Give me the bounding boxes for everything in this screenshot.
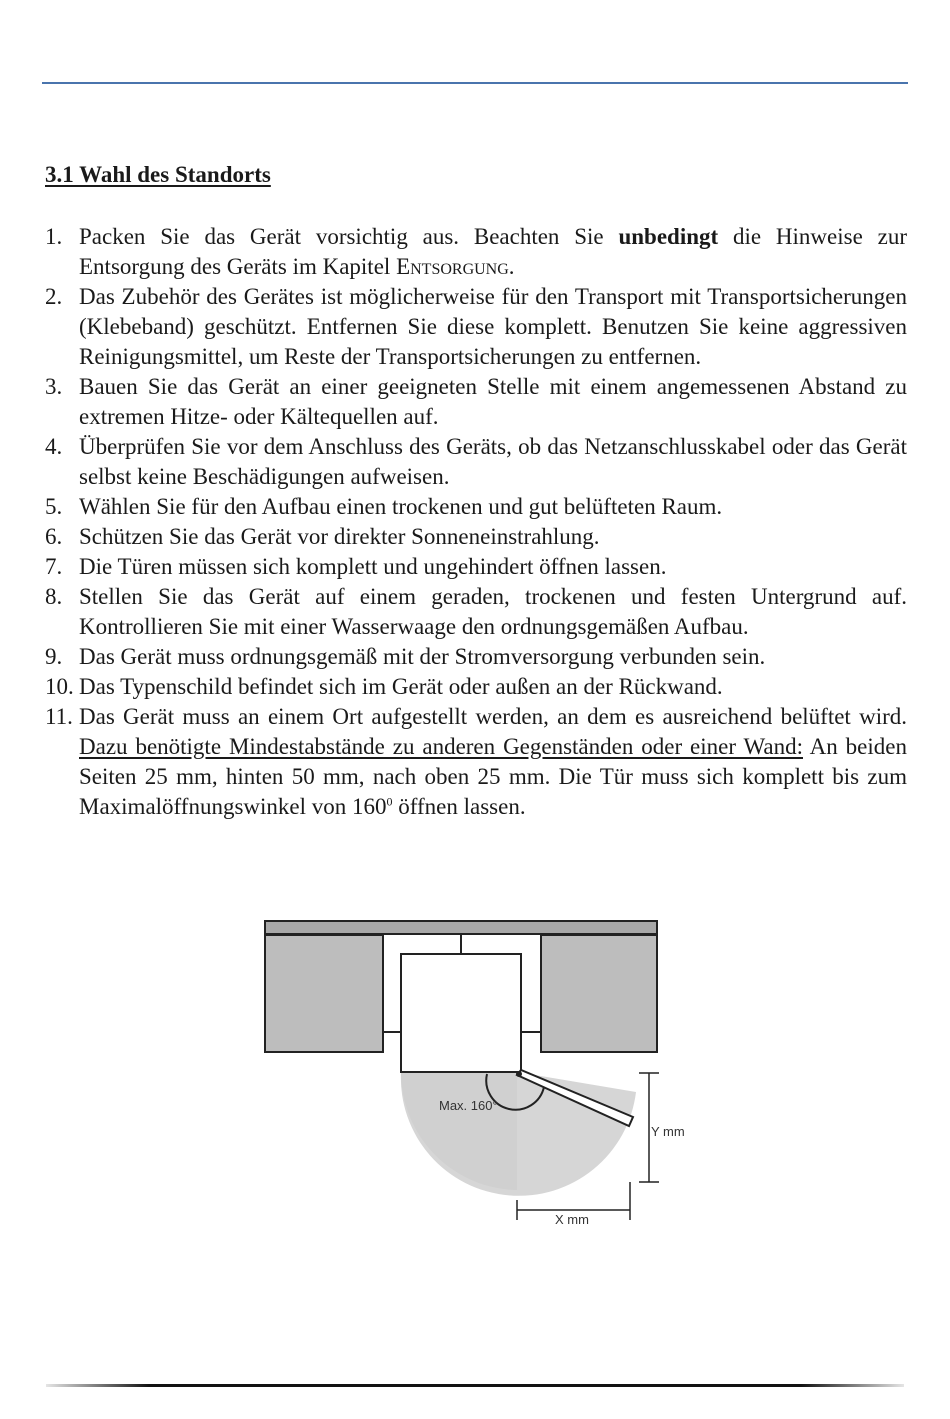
step-number: 7. xyxy=(45,554,63,579)
right-cabinet xyxy=(541,935,657,1052)
clearance-heading: Dazu benötigte Mindestabstände zu anderen Gegenständen oder einer Wand: xyxy=(79,734,803,759)
step-item xyxy=(0,642,907,672)
chapter-reference: Entsorgung xyxy=(396,254,509,279)
step-text: Schützen Sie das Gerät vor direkter Sonneneinstrahlung. xyxy=(79,524,600,549)
step-text: Stellen Sie das Gerät auf einem geraden, trockenen und festen Untergrund auf. Kontrollieren Sie mit einer Wasserwaage den ordnungsgemäßen Aufbau. xyxy=(79,584,907,639)
countertop xyxy=(265,921,657,934)
max-angle-label: Max. 160° xyxy=(439,1098,498,1113)
left-cabinet xyxy=(265,935,383,1052)
step-number: 10. xyxy=(45,674,74,699)
step-item xyxy=(0,372,907,432)
step-number: 6. xyxy=(45,524,63,549)
step-item xyxy=(0,492,907,522)
step-item xyxy=(0,672,907,702)
y-dimension-label: Y mm xyxy=(651,1124,685,1139)
step-text: die Hinweise zur Entsorgung des Geräts im Kapitel xyxy=(79,224,907,279)
step-item xyxy=(0,432,907,492)
step-item xyxy=(0,282,907,372)
step-text: Überprüfen Sie vor dem Anschluss des Geräts, ob das Netzanschlusskabel oder das Gerät selbst keine Beschädigungen aufweisen. xyxy=(79,434,907,489)
step-text: Wählen Sie für den Aufbau einen trockenen und gut belüfteten Raum. xyxy=(79,494,723,519)
step-text: Packen Sie das Gerät vorsichtig aus. Beachten Sie xyxy=(79,224,619,249)
step-list xyxy=(0,222,950,822)
step-text: . xyxy=(508,254,515,279)
step-text: Das Gerät muss ordnungsgemäß mit der Stromversorgung verbunden sein. xyxy=(79,644,766,669)
step-item xyxy=(0,702,907,822)
step-text: öffnen lassen. xyxy=(392,794,526,819)
degree-superscript: 0 xyxy=(386,794,393,809)
emphasis: unbedingt xyxy=(618,224,719,249)
step-text: Bauen Sie das Gerät an einer geeigneten Stelle mit einem angemessenen Abstand zu extremen Hitze- oder Kältequellen auf. xyxy=(79,374,907,429)
step-number: 9. xyxy=(45,644,63,669)
section-title: 3.1 Wahl des Standorts xyxy=(45,162,271,187)
step-number: 8. xyxy=(45,584,63,609)
step-item xyxy=(0,222,907,282)
step-number: 2. xyxy=(45,284,63,309)
header-rule xyxy=(42,82,908,84)
step-number: 11. xyxy=(45,704,73,729)
step-number: 1. xyxy=(45,224,63,249)
installation-clearance-diagram xyxy=(255,912,715,1242)
door-swing-area xyxy=(401,1072,517,1190)
step-text: An beiden Seiten 25 mm, hinten 50 mm, nach oben 25 mm. Die Tür muss sich komplett bis zum Maximalöffnungswinkel von 160 xyxy=(79,734,907,819)
step-text: Das Typenschild befindet sich im Gerät oder außen an der Rückwand. xyxy=(79,674,723,699)
step-number: 5. xyxy=(45,494,63,519)
step-item xyxy=(0,582,907,642)
step-number: 3. xyxy=(45,374,63,399)
step-text: Das Gerät muss an einem Ort aufgestellt werden, an dem es ausreichend belüftet wird. xyxy=(79,704,907,729)
footer-rule xyxy=(46,1384,904,1387)
step-number: 4. xyxy=(45,434,63,459)
step-item xyxy=(0,552,907,582)
step-text: Die Türen müssen sich komplett und ungehindert öffnen lassen. xyxy=(79,554,667,579)
x-dimension-label: X mm xyxy=(555,1212,589,1227)
step-item xyxy=(0,522,907,552)
step-text: Das Zubehör des Gerätes ist möglicherweise für den Transport mit Transportsicherungen (Klebeband) geschützt. Entfernen Sie diese komplett. Benutzen Sie keine aggressiven Reinigungsmittel, um Reste der Transportsicherungen zu entfernen. xyxy=(79,284,907,369)
appliance xyxy=(401,954,521,1072)
